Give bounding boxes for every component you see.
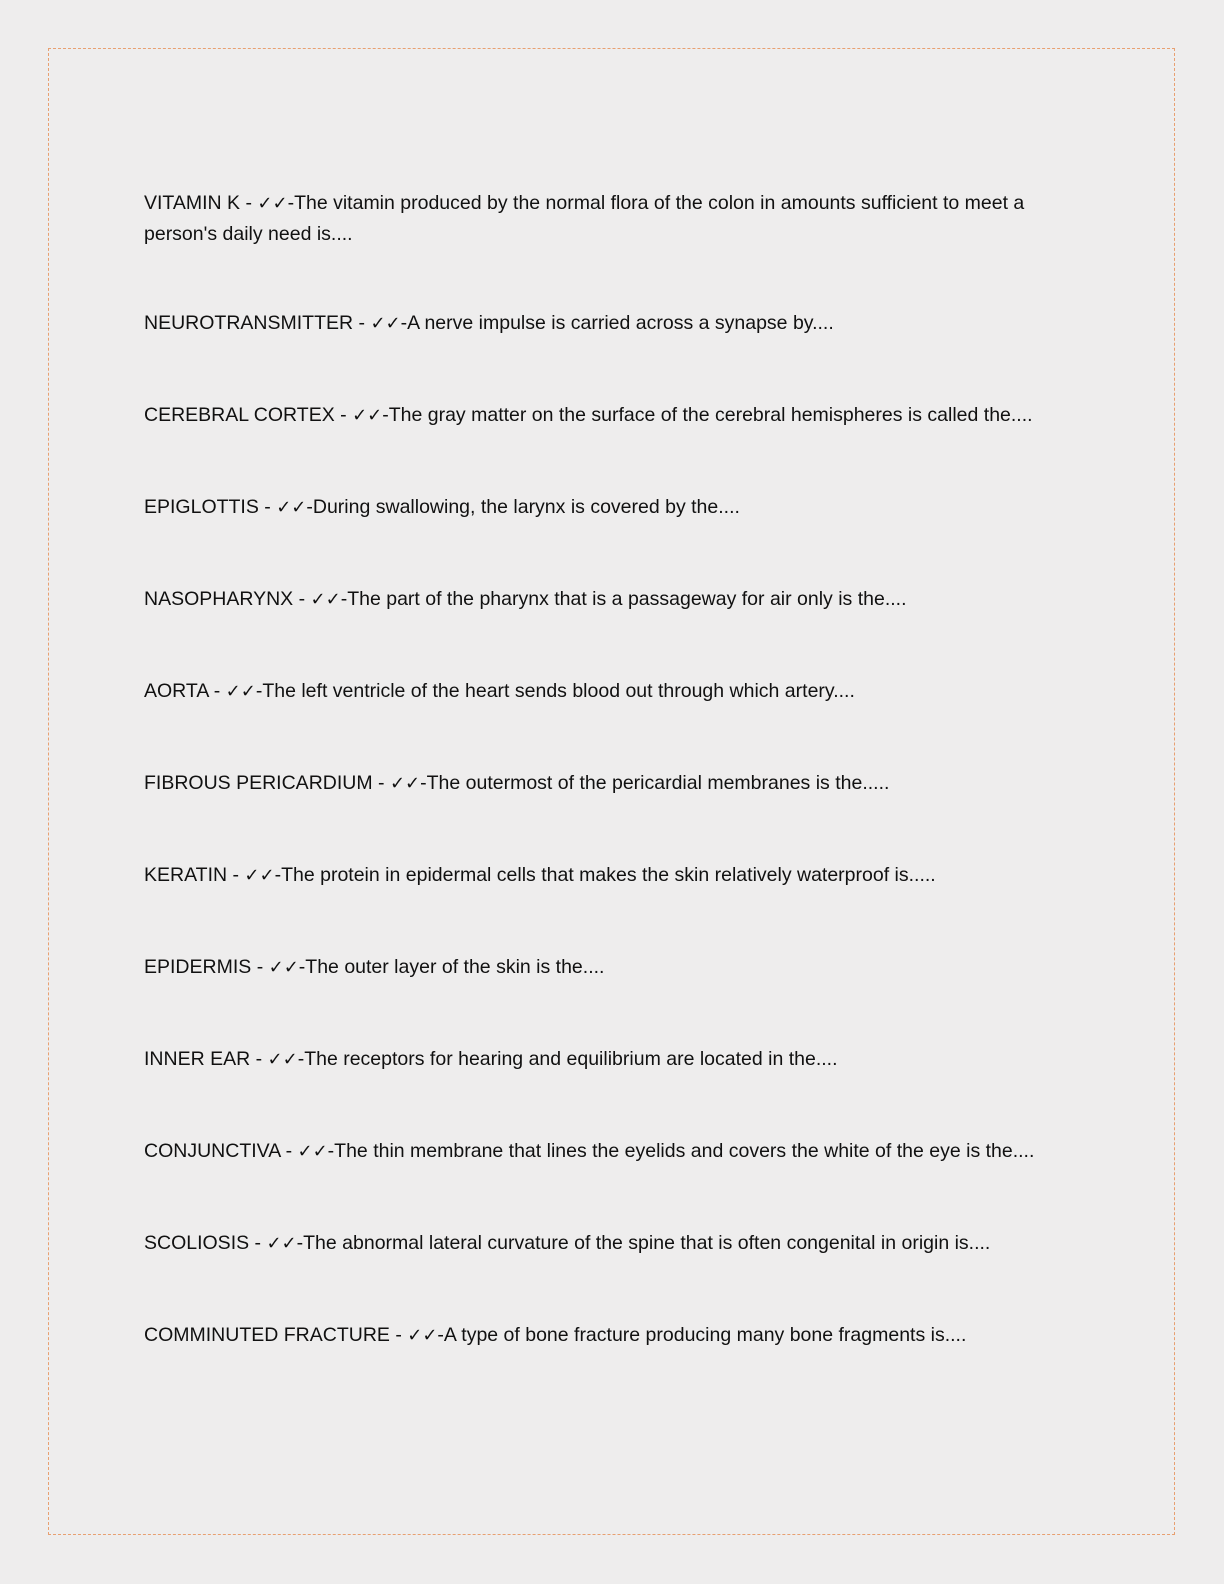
double-check-icon: ✓✓ — [352, 405, 383, 426]
term: EPIDERMIS — [144, 956, 252, 978]
term: FIBROUS PERICARDIUM — [144, 772, 373, 794]
term: CONJUNCTIVA — [144, 1140, 281, 1162]
term: EPIGLOTTIS — [144, 496, 259, 518]
term: INNER EAR — [144, 1048, 251, 1070]
list-item: FIBROUS PERICARDIUM - ✓✓-The outermost of the pericardial membranes is the..... — [144, 772, 890, 794]
question: The receptors for hearing and equilibrium are located in the.... — [304, 1048, 838, 1070]
question: The outer layer of the skin is the.... — [305, 956, 605, 978]
list-item: CEREBRAL CORTEX - ✓✓-The gray matter on the surface of the cerebral hemispheres is called the.... — [144, 404, 1033, 426]
list-item: COMMINUTED FRACTURE - ✓✓-A type of bone fracture producing many bone fragments is.... — [144, 1324, 967, 1346]
question: A type of bone fracture producing many bone fragments is.... — [443, 1324, 967, 1346]
double-check-icon: ✓✓ — [370, 313, 401, 334]
list-item: AORTA - ✓✓-The left ventricle of the heart sends blood out through which artery.... — [144, 680, 855, 702]
list-item: NASOPHARYNX - ✓✓-The part of the pharynx that is a passageway for air only is the.... — [144, 588, 907, 610]
double-check-icon: ✓✓ — [268, 957, 299, 978]
double-check-icon: ✓✓ — [407, 1325, 438, 1346]
question: The part of the pharynx that is a passageway for air only is the.... — [347, 588, 907, 610]
double-check-icon: ✓✓ — [225, 681, 256, 702]
question: The protein in epidermal cells that makes the skin relatively waterproof is..... — [281, 864, 936, 886]
list-item: EPIDERMIS - ✓✓-The outer layer of the skin is the.... — [144, 956, 605, 978]
double-check-icon: ✓✓ — [267, 1049, 298, 1070]
list-item: SCOLIOSIS - ✓✓-The abnormal lateral curvature of the spine that is often congenital in origin is.... — [144, 1232, 991, 1254]
question: The abnormal lateral curvature of the spine that is often congenital in origin is.... — [303, 1232, 991, 1254]
double-check-icon: ✓✓ — [257, 193, 288, 214]
double-check-icon: ✓✓ — [244, 865, 275, 886]
question: The thin membrane that lines the eyelids and covers the white of the eye is the.... — [334, 1140, 1035, 1162]
list-item: EPIGLOTTIS - ✓✓-During swallowing, the larynx is covered by the.... — [144, 496, 740, 518]
list-item: NEUROTRANSMITTER - ✓✓-A nerve impulse is carried across a synapse by.... — [144, 312, 834, 334]
double-check-icon: ✓✓ — [266, 1233, 297, 1254]
double-check-icon: ✓✓ — [389, 773, 421, 794]
question: The outermost of the pericardial membranes is the..... — [426, 772, 890, 794]
term: KERATIN — [144, 864, 228, 886]
term: COMMINUTED FRACTURE — [144, 1324, 390, 1346]
double-check-icon: ✓✓ — [310, 589, 341, 610]
double-check-icon: ✓✓ — [276, 497, 307, 518]
question: A nerve impulse is carried across a synapse by.... — [407, 312, 834, 334]
list-item: KERATIN - ✓✓-The protein in epidermal cells that makes the skin relatively waterproof is..... — [144, 864, 936, 886]
term: NEUROTRANSMITTER — [144, 312, 354, 334]
question: The vitamin produced by the normal flora of the colon in amounts sufficient to meet a person's daily need is.... — [144, 192, 1025, 245]
list-item: INNER EAR - ✓✓-The receptors for hearing and equilibrium are located in the.... — [144, 1048, 838, 1070]
question: The gray matter on the surface of the cerebral hemispheres is called the.... — [388, 404, 1033, 426]
list-item: CONJUNCTIVA - ✓✓-The thin membrane that lines the eyelids and covers the white of the eye is the.... — [144, 1140, 1035, 1162]
list-item: VITAMIN K - ✓✓-The vitamin produced by the normal flora of the colon in amounts sufficient to meet a person's daily need is.... — [144, 192, 1025, 245]
double-check-icon: ✓✓ — [297, 1141, 328, 1162]
question: During swallowing, the larynx is covered by the.... — [312, 496, 740, 518]
term: AORTA — [144, 680, 209, 702]
term: VITAMIN K — [144, 192, 241, 214]
term: CEREBRAL CORTEX — [144, 404, 335, 426]
term: NASOPHARYNX — [144, 588, 294, 610]
question: The left ventricle of the heart sends blood out through which artery.... — [262, 680, 855, 702]
term: SCOLIOSIS — [144, 1232, 250, 1254]
